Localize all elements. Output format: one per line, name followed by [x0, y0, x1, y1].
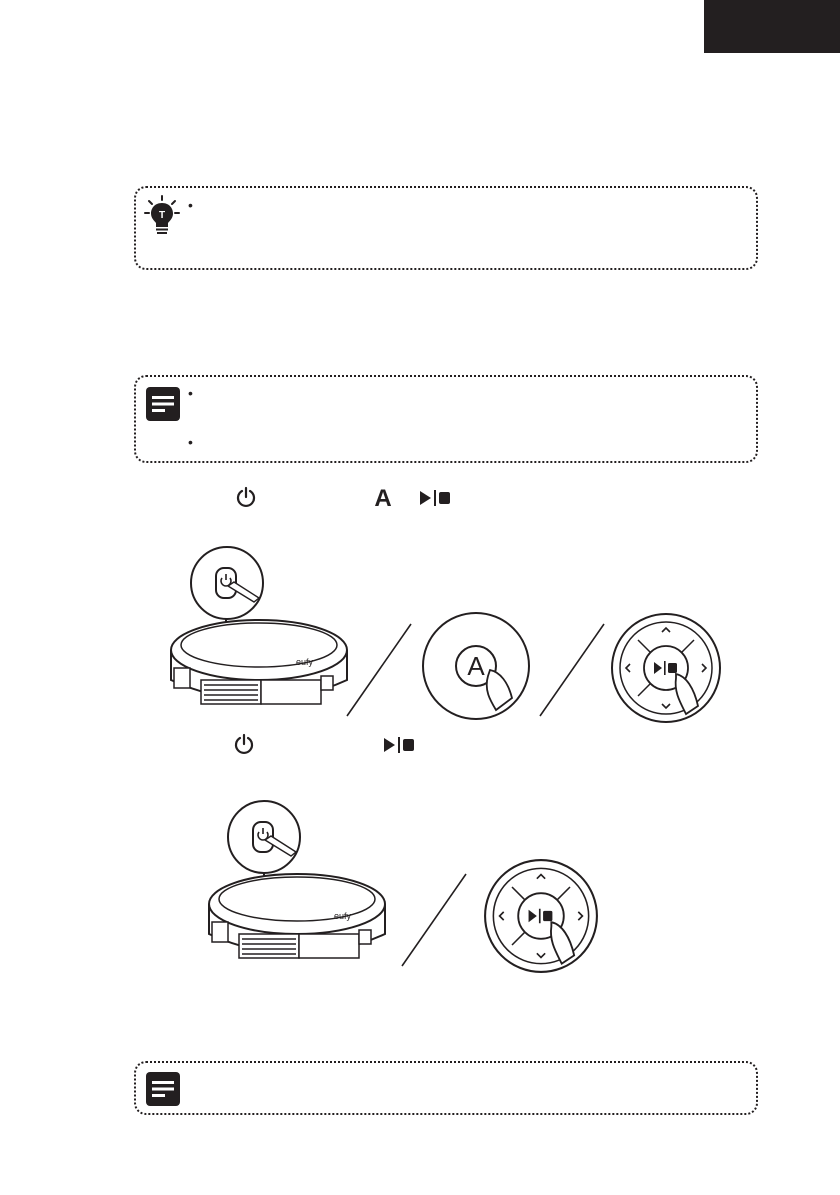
divider-slash	[538, 622, 606, 718]
language-tab	[704, 0, 840, 53]
play-pause-icon	[418, 489, 452, 507]
divider-slash	[400, 872, 468, 968]
note-icon	[146, 387, 180, 421]
lightbulb-tip-icon	[142, 194, 182, 238]
remote-control-illustration	[483, 858, 599, 974]
power-icon	[233, 733, 255, 755]
svg-text:A: A	[374, 486, 392, 508]
bullet-dot: •	[188, 434, 193, 450]
svg-text:A: A	[467, 651, 485, 681]
robot-vacuum-illustration	[204, 794, 404, 974]
divider-slash	[345, 622, 413, 718]
lightbulb-letter: T	[158, 210, 166, 221]
robot-vacuum-illustration	[166, 540, 366, 720]
remote-control-illustration	[610, 612, 722, 724]
brand-mark: eufy	[334, 911, 352, 921]
auto-clean-letter-icon	[371, 486, 395, 508]
tip-box	[134, 186, 758, 270]
power-icon	[235, 486, 257, 508]
note-icon	[146, 1072, 180, 1106]
note-box	[134, 375, 758, 463]
bullet-dot: •	[188, 197, 193, 213]
brand-mark: eufy	[296, 657, 314, 667]
bullet-dot: •	[188, 385, 193, 401]
note-box	[134, 1061, 758, 1115]
play-pause-icon	[382, 736, 416, 754]
auto-button-illustration	[420, 610, 532, 722]
